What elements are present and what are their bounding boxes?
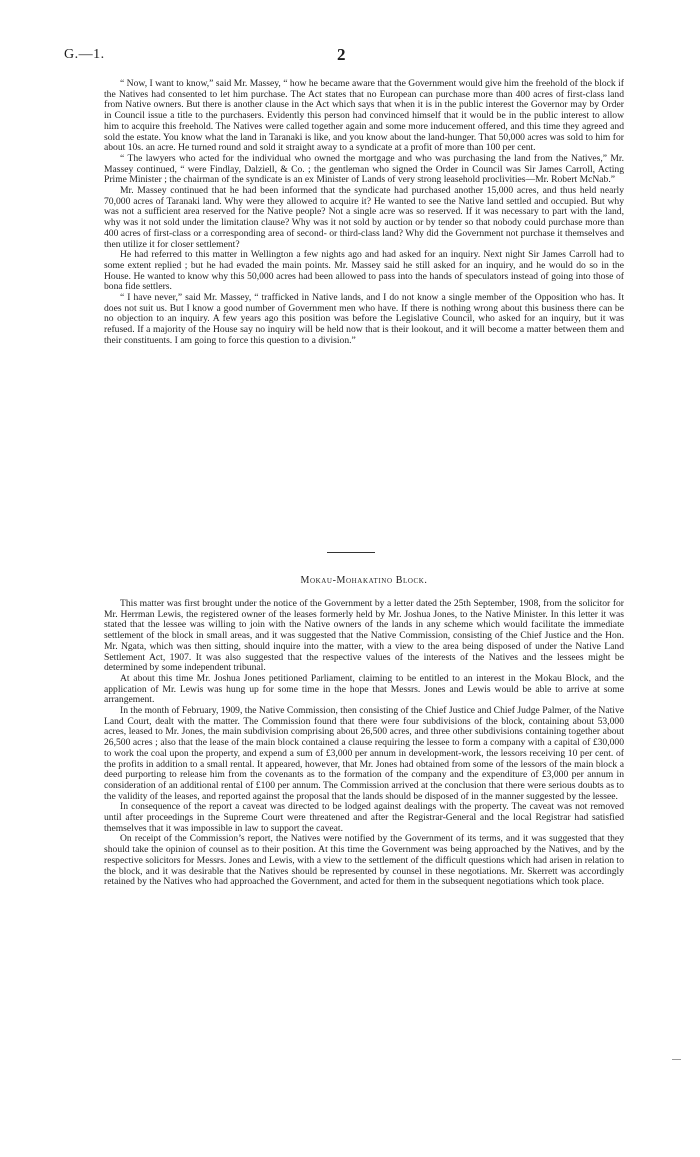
paragraph: “ The lawyers who acted for the individual who owned the mortgage and who was purchasing the land from the Natives,” Mr. Massey continued, “ were Findlay, Dalziell, & Co. ; the gentleman who signed the Order in Council was Sir James Carroll, Acting Prime Minister ; the chairman of the syndicate is an ex Minister of Lands of very strong leasehold proclivities—Mr. Robert McNab.”: [104, 152, 624, 186]
paragraph: He had referred to this matter in Wellington a few nights ago and had asked for an inquiry. Next night Sir James Carroll had to some extent replied ; but he had evaded the main points. Mr. Massey said he still asked for an inquiry, and he would do so in the House. He wanted to know why this 50,000 acres had been allowed to pass into the hands of speculators instead of going into those of bona fide settlers.: [104, 249, 624, 293]
margin-mark: [672, 1059, 681, 1060]
section-divider: [327, 552, 375, 553]
document-reference: G.—1.: [64, 47, 105, 62]
paragraph: In consequence of the report a caveat was directed to be lodged against dealings with the property. The caveat was not removed until after proceedings in the Supreme Court were threatened and after the Registrar-General and the local Registrar had satisfied themselves that it was impossible in law to support the caveat.: [104, 801, 624, 834]
paragraph: In the month of February, 1909, the Native Commission, then consisting of the Chief Justice and Chief Judge Palmer, of the Native Land Court, dealt with the matter. The Commission found that there were four subdivisions of the block, containing about 53,000 acres, leased to Mr. Jones, the main subdivision comprising about 26,500 acres, and three other subdivisions containing together about 26,500 acres ; also that the lease of the main block contained a clause requiring the lessee to form a company with a capital of £30,000 to work the coal upon the property, and expend a sum of £3,000 per annum in development-work, the lessors receiving 10 per cent. of the profits in addition to a small rental. It appeared, however, that Mr. Jones had obtained from some of the lessors of the main block a deed purporting to release him from the covenants as to the formation of the company and the expenditure of £3,000 per annum in consideration of an additional rental of £100 per annum. The Commission arrived at the conclusion that there were serious doubts as to the validity of the leases, and reported against the proposal that the lands should be disposed of in the manner suggested by the lessee.: [104, 705, 624, 802]
paragraph: “ I have never,” said Mr. Massey, “ trafficked in Native lands, and I do not know a single member of the Opposition who has. It does not suit us. But I know a good number of Government men who have. If there is nothing wrong about this business there can be no objection to an inquiry. A few years ago this position was before the Legislative Council, who asked for an inquiry, but it was refused. If a majority of the House say no inquiry will be held now that is their lookout, and it will become a matter between them and their constituents. I am going to force this question to a division.”: [104, 292, 624, 346]
section-mokau-block: [104, 599, 624, 888]
section-heading: Mokau-Mohakatino Block.: [300, 575, 428, 586]
paragraph: On receipt of the Commission’s report, the Natives were notified by the Government of its terms, and it was suggested that they should take the opinion of counsel as to their position. At this time the Government was being approached by the Natives, and by the respective solicitors for Messrs. Jones and Lewis, with a view to the settlement of the difficult questions which had arisen in relation to the block, and it was desirable that the Natives should be represented by counsel in these negotiations. Mr. Skerrett was accordingly retained by the Natives who had approached the Government, and acted for them in the subsequent negotiations which took place.: [104, 833, 624, 888]
paragraph: Mr. Massey continued that he had been informed that the syndicate had purchased another 15,000 acres, and thus held nearly 70,000 acres of Taranaki land. Why were they allowed to acquire it? He wanted to see the Native land settled and occupied. But why was not a sufficient area reserved for the Native people? Not a single acre was so reserved. If it was necessary to part with the land, why was it not sold under the limitation clause? Why was it not sold by auction or by tender so that nobody could purchase more than 400 acres of first-class or a corresponding area of second- or third-class land? Why did the Government not purchase it themselves and then utilize it for closer settlement?: [104, 185, 624, 250]
section-massey-speech: [104, 79, 624, 347]
paragraph: “ Now, I want to know,” said Mr. Massey, “ how he became aware that the Government would give him the freehold of the block if the Natives had consented to let him purchase. The Act states that no European can purchase more than 400 acres of first-class land from Native owners. But there is another clause in the Act which says that when it is in the public interest the Governor may by Order in Council issue a title to the purchasers. Evidently this person had convinced himself that it would be in the public interest to allow him to acquire this freehold. The Natives were called together again and some more inducement offered, and this time they agreed and sold the estate. You know what the land in Taranaki is like, and you know about the land-hunger. That 50,000 acres was sold to him for about 10s. an acre. He turned round and sold it straight away to a syndicate at a profit of more than 100 per cent.: [104, 78, 624, 154]
paragraph: At about this time Mr. Joshua Jones petitioned Parliament, claiming to be entitled to an interest in the Mokau Block, and the application of Mr. Lewis was hung up for some time in the hope that Messrs. Jones and Lewis would be able to arrive at some arrangement.: [104, 672, 624, 706]
page-number: 2: [337, 45, 346, 64]
paragraph: This matter was first brought under the notice of the Government by a letter dated the 25th September, 1908, from the solicitor for Mr. Herrman Lewis, the registered owner of the leases formerly held by Mr. Joshua Jones, to the Native Minister. In this letter it was stated that the lessee was willing to join with the Native owners of the lands in any scheme which would facilitate the immediate settlement of the block in small areas, and it was suggested that the Native Commission, consisting of the Chief Justice and the Hon. Mr. Ngata, which was then sitting, should inquire into the matter, with a view to the area being disposed of under the Native Land Settlement Act, 1907. It was also suggested that the respective values of the interests of the Natives and the lessees might be determined by some independent tribunal.: [104, 598, 624, 674]
